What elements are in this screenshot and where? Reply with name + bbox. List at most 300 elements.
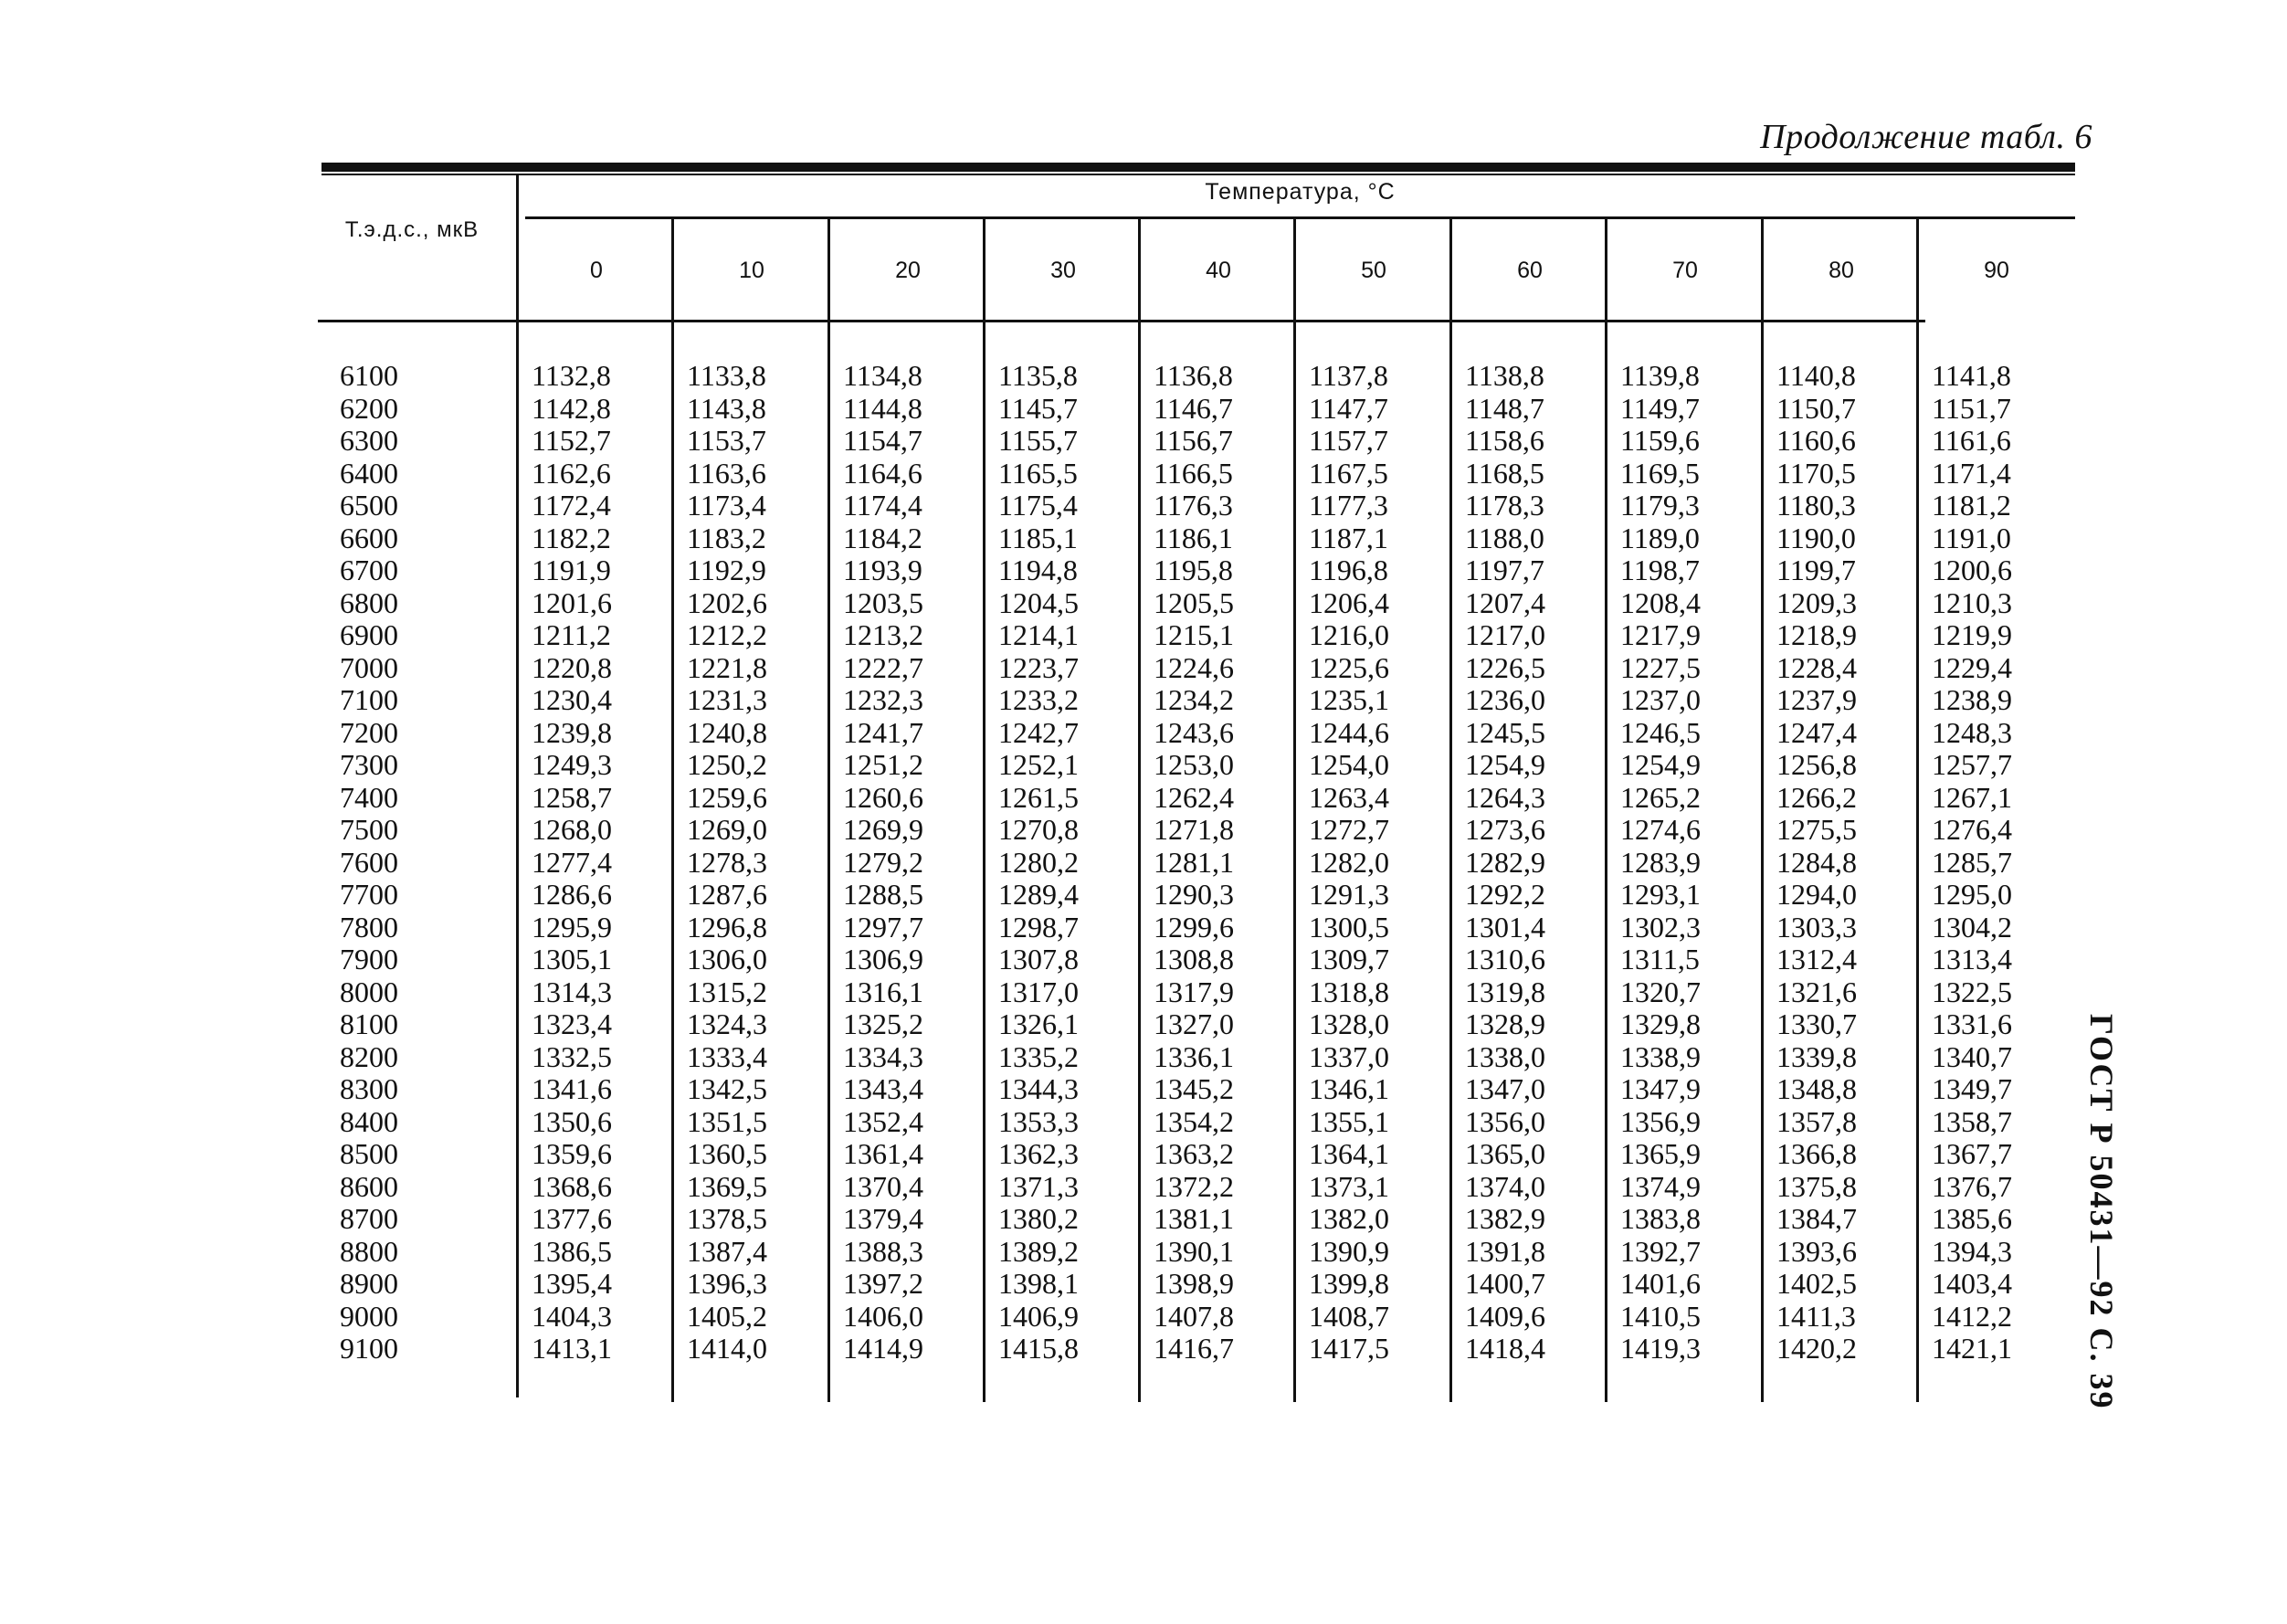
temperature-cell: 1415,8 bbox=[998, 1332, 1079, 1365]
temperature-cell: 1321,6 bbox=[1776, 975, 1857, 1008]
column-divider bbox=[1605, 219, 1607, 1402]
temperature-cell: 1152,7 bbox=[532, 424, 611, 457]
temperature-cell: 1406,0 bbox=[843, 1299, 923, 1333]
temperature-cell: 1338,9 bbox=[1620, 1039, 1701, 1073]
temperature-cell: 1350,6 bbox=[532, 1104, 612, 1138]
temperature-cell: 1246,5 bbox=[1620, 715, 1701, 749]
column-divider bbox=[983, 219, 985, 1402]
temperature-cell: 1298,7 bbox=[998, 910, 1079, 944]
temperature-cell: 1316,1 bbox=[843, 975, 923, 1008]
temperature-cell: 1343,4 bbox=[843, 1072, 923, 1105]
temperature-cell: 1163,6 bbox=[687, 456, 766, 490]
temperature-cell: 1414,0 bbox=[687, 1332, 767, 1365]
temperature-cell: 1421,1 bbox=[1932, 1332, 2012, 1365]
temperature-cell: 1230,4 bbox=[532, 683, 612, 716]
temperature-cell: 1188,0 bbox=[1465, 521, 1544, 554]
temperature-cell: 1324,3 bbox=[687, 1007, 767, 1040]
temperature-cell: 1275,5 bbox=[1776, 813, 1857, 846]
temperature-cell: 1237,9 bbox=[1776, 683, 1857, 716]
temperature-cell: 1247,4 bbox=[1776, 715, 1857, 749]
temperature-cell: 1387,4 bbox=[687, 1234, 767, 1268]
temperature-cell: 1263,4 bbox=[1309, 780, 1389, 814]
temperature-cell: 1382,0 bbox=[1309, 1202, 1389, 1235]
temperature-cell: 1149,7 bbox=[1620, 391, 1700, 425]
temperature-cell: 1390,1 bbox=[1154, 1234, 1234, 1268]
temperature-cell: 1393,6 bbox=[1776, 1234, 1857, 1268]
temperature-cell: 1251,2 bbox=[843, 748, 923, 781]
temperature-cell: 1409,6 bbox=[1465, 1299, 1545, 1333]
temperature-cell: 1150,7 bbox=[1776, 391, 1856, 425]
temperature-cell: 1344,3 bbox=[998, 1072, 1079, 1105]
temperature-cell: 1162,6 bbox=[532, 456, 611, 490]
temperature-cell: 1238,9 bbox=[1932, 683, 2012, 716]
temperature-cell: 1389,2 bbox=[998, 1234, 1079, 1268]
temperature-cell: 1355,1 bbox=[1309, 1104, 1389, 1138]
temperature-cell: 1337,0 bbox=[1309, 1039, 1389, 1073]
temperature-cell: 1404,3 bbox=[532, 1299, 612, 1333]
temperature-cell: 1254,9 bbox=[1465, 748, 1545, 781]
emf-column-header: Т.э.д.с., мкВ bbox=[344, 217, 480, 242]
temperature-cell: 1419,3 bbox=[1620, 1332, 1701, 1365]
temperature-cell: 1407,8 bbox=[1154, 1299, 1234, 1333]
emf-cell: 7100 bbox=[340, 683, 398, 716]
temperature-cell: 1269,0 bbox=[687, 813, 767, 846]
temperature-cell: 1212,2 bbox=[687, 618, 767, 651]
column-header: 80 bbox=[1829, 258, 1854, 283]
temperature-cell: 1264,3 bbox=[1465, 780, 1545, 814]
temperature-cell: 1330,7 bbox=[1776, 1007, 1857, 1040]
temperature-cell: 1261,5 bbox=[998, 780, 1079, 814]
temperature-cell: 1268,0 bbox=[532, 813, 612, 846]
temperature-cell: 1241,7 bbox=[843, 715, 923, 749]
temperature-cell: 1283,9 bbox=[1620, 845, 1701, 879]
temperature-cell: 1328,0 bbox=[1309, 1007, 1389, 1040]
temperature-cell: 1353,3 bbox=[998, 1104, 1079, 1138]
temperature-cell: 1309,7 bbox=[1309, 943, 1389, 975]
temperature-cell: 1215,1 bbox=[1154, 618, 1234, 651]
temperature-cell: 1286,6 bbox=[532, 878, 612, 911]
temperature-cell: 1231,3 bbox=[687, 683, 767, 716]
temperature-cell: 1265,2 bbox=[1620, 780, 1701, 814]
temperature-cell: 1191,0 bbox=[1932, 521, 2011, 554]
temperature-cell: 1395,4 bbox=[532, 1267, 612, 1300]
temperature-cell: 1296,8 bbox=[687, 910, 767, 944]
temperature-cell: 1192,9 bbox=[687, 554, 766, 586]
temperature-cell: 1322,5 bbox=[1932, 975, 2012, 1008]
temperature-cell: 1360,5 bbox=[687, 1137, 767, 1170]
temperature-cell: 1240,8 bbox=[687, 715, 767, 749]
emf-cell: 8900 bbox=[340, 1267, 398, 1300]
temperature-cell: 1197,7 bbox=[1465, 554, 1544, 586]
header-bottom-rule bbox=[318, 320, 1925, 322]
temperature-cell: 1133,8 bbox=[687, 359, 766, 392]
emf-cell: 8600 bbox=[340, 1169, 398, 1203]
temperature-cell: 1291,3 bbox=[1309, 878, 1389, 911]
temperature-cell: 1327,0 bbox=[1154, 1007, 1234, 1040]
temperature-cell: 1135,8 bbox=[998, 359, 1078, 392]
temperature-cell: 1302,3 bbox=[1620, 910, 1701, 944]
temperature-cell: 1391,8 bbox=[1465, 1234, 1545, 1268]
temperature-cell: 1156,7 bbox=[1154, 424, 1233, 457]
temperature-cell: 1392,7 bbox=[1620, 1234, 1701, 1268]
temperature-cell: 1312,4 bbox=[1776, 943, 1857, 975]
emf-cell: 7700 bbox=[340, 878, 398, 911]
temperature-cell: 1317,0 bbox=[998, 975, 1079, 1008]
temperature-cell: 1366,8 bbox=[1776, 1137, 1857, 1170]
temperature-cell: 1390,9 bbox=[1309, 1234, 1389, 1268]
emf-cell: 9000 bbox=[340, 1299, 398, 1333]
temperature-cell: 1334,3 bbox=[843, 1039, 923, 1073]
temperature-cell: 1354,2 bbox=[1154, 1104, 1234, 1138]
table-top-rule bbox=[321, 163, 2075, 172]
temperature-cell: 1373,1 bbox=[1309, 1169, 1389, 1203]
temperature-cell: 1307,8 bbox=[998, 943, 1079, 975]
temperature-cell: 1315,2 bbox=[687, 975, 767, 1008]
column-header: 0 bbox=[590, 258, 603, 283]
temperature-cell: 1382,9 bbox=[1465, 1202, 1545, 1235]
temperature-cell: 1372,2 bbox=[1154, 1169, 1234, 1203]
temperature-cell: 1357,8 bbox=[1776, 1104, 1857, 1138]
temperature-cell: 1211,2 bbox=[532, 618, 611, 651]
temperature-cell: 1270,8 bbox=[998, 813, 1079, 846]
temperature-cell: 1381,1 bbox=[1154, 1202, 1234, 1235]
temperature-cell: 1256,8 bbox=[1776, 748, 1857, 781]
temperature-cell: 1377,6 bbox=[532, 1202, 612, 1235]
temperature-cell: 1220,8 bbox=[532, 650, 612, 684]
temperature-cell: 1252,1 bbox=[998, 748, 1079, 781]
temperature-cell: 1277,4 bbox=[532, 845, 612, 879]
temperature-cell: 1155,7 bbox=[998, 424, 1078, 457]
temperature-cell: 1257,7 bbox=[1932, 748, 2012, 781]
temperature-cell: 1147,7 bbox=[1309, 391, 1388, 425]
temperature-cell: 1210,3 bbox=[1932, 585, 2012, 619]
temperature-cell: 1213,2 bbox=[843, 618, 923, 651]
emf-cell: 7200 bbox=[340, 715, 398, 749]
temperature-cell: 1398,9 bbox=[1154, 1267, 1234, 1300]
temperature-cell: 1186,1 bbox=[1154, 521, 1233, 554]
emf-cell: 8300 bbox=[340, 1072, 398, 1105]
temperature-cell: 1159,6 bbox=[1620, 424, 1700, 457]
temperature-cell: 1374,0 bbox=[1465, 1169, 1545, 1203]
temperature-cell: 1333,4 bbox=[687, 1039, 767, 1073]
temperature-cell: 1376,7 bbox=[1932, 1169, 2012, 1203]
temperature-cell: 1396,3 bbox=[687, 1267, 767, 1300]
temperature-cell: 1308,8 bbox=[1154, 943, 1234, 975]
temperature-cell: 1171,4 bbox=[1932, 456, 2011, 490]
temperature-cell: 1232,3 bbox=[843, 683, 923, 716]
temperature-cell: 1198,7 bbox=[1620, 554, 1700, 586]
temperature-cell: 1176,3 bbox=[1154, 489, 1233, 522]
temperature-cell: 1203,5 bbox=[843, 585, 923, 619]
temperature-cell: 1229,4 bbox=[1932, 650, 2012, 684]
temperature-cell: 1362,3 bbox=[998, 1137, 1079, 1170]
temperature-cell: 1172,4 bbox=[532, 489, 611, 522]
emf-cell: 7600 bbox=[340, 845, 398, 879]
temperature-cell: 1206,4 bbox=[1309, 585, 1389, 619]
temperature-cell: 1411,3 bbox=[1776, 1299, 1856, 1333]
temperature-cell: 1370,4 bbox=[843, 1169, 923, 1203]
temperature-cell: 1148,7 bbox=[1465, 391, 1544, 425]
temperature-cell: 1187,1 bbox=[1309, 521, 1388, 554]
temperature-cell: 1164,6 bbox=[843, 456, 922, 490]
emf-cell: 8100 bbox=[340, 1007, 398, 1040]
column-header: 30 bbox=[1050, 258, 1076, 283]
temperature-cell: 1168,5 bbox=[1465, 456, 1544, 490]
column-header: 10 bbox=[739, 258, 764, 283]
temperature-cell: 1235,1 bbox=[1309, 683, 1389, 716]
temperature-cell: 1273,6 bbox=[1465, 813, 1545, 846]
temperature-cell: 1195,8 bbox=[1154, 554, 1233, 586]
emf-cell: 6400 bbox=[340, 456, 398, 490]
temperature-cell: 1136,8 bbox=[1154, 359, 1233, 392]
temperature-cell: 1363,2 bbox=[1154, 1137, 1234, 1170]
temperature-cell: 1166,5 bbox=[1154, 456, 1233, 490]
temperature-cell: 1269,9 bbox=[843, 813, 923, 846]
temperature-cell: 1364,1 bbox=[1309, 1137, 1389, 1170]
temperature-cell: 1292,2 bbox=[1465, 878, 1545, 911]
emf-column-divider bbox=[516, 174, 519, 1397]
temperature-cell: 1237,0 bbox=[1620, 683, 1701, 716]
temperature-cell: 1303,3 bbox=[1776, 910, 1857, 944]
temperature-cell: 1384,7 bbox=[1776, 1202, 1857, 1235]
temperature-cell: 1326,1 bbox=[998, 1007, 1079, 1040]
table-top-subrule bbox=[321, 174, 2075, 175]
temperature-cell: 1274,6 bbox=[1620, 813, 1701, 846]
temperature-cell: 1374,9 bbox=[1620, 1169, 1701, 1203]
temperature-cell: 1349,7 bbox=[1932, 1072, 2012, 1105]
temperature-cell: 1311,5 bbox=[1620, 943, 1700, 975]
temperature-cell: 1289,4 bbox=[998, 878, 1079, 911]
column-header: 40 bbox=[1206, 258, 1231, 283]
temperature-cell: 1143,8 bbox=[687, 391, 766, 425]
emf-cell: 8200 bbox=[340, 1039, 398, 1073]
temperature-cell: 1410,5 bbox=[1620, 1299, 1701, 1333]
temperature-cell: 1228,4 bbox=[1776, 650, 1857, 684]
temperature-cell: 1219,9 bbox=[1932, 618, 2012, 651]
temperature-cell: 1335,2 bbox=[998, 1039, 1079, 1073]
temperature-cell: 1336,1 bbox=[1154, 1039, 1234, 1073]
temperature-cell: 1174,4 bbox=[843, 489, 922, 522]
temperature-cell: 1175,4 bbox=[998, 489, 1078, 522]
temperature-cell: 1325,2 bbox=[843, 1007, 923, 1040]
temperature-cell: 1239,8 bbox=[532, 715, 612, 749]
temperature-cell: 1293,1 bbox=[1620, 878, 1701, 911]
emf-cell: 6600 bbox=[340, 521, 398, 554]
temperature-cell: 1408,7 bbox=[1309, 1299, 1389, 1333]
emf-cell: 6200 bbox=[340, 391, 398, 425]
temperature-cell: 1132,8 bbox=[532, 359, 611, 392]
temperature-cell: 1217,9 bbox=[1620, 618, 1701, 651]
temperature-cell: 1169,5 bbox=[1620, 456, 1700, 490]
temperature-cell: 1190,0 bbox=[1776, 521, 1856, 554]
temperature-cell: 1181,2 bbox=[1932, 489, 2011, 522]
temperature-cell: 1301,4 bbox=[1465, 910, 1545, 944]
column-header: 90 bbox=[1984, 258, 2009, 283]
emf-cell: 9100 bbox=[340, 1332, 398, 1365]
emf-cell: 8700 bbox=[340, 1202, 398, 1235]
temperature-cell: 1221,8 bbox=[687, 650, 767, 684]
temperature-cell: 1242,7 bbox=[998, 715, 1079, 749]
temperature-cell: 1178,3 bbox=[1465, 489, 1544, 522]
temperature-cell: 1276,4 bbox=[1932, 813, 2012, 846]
temperature-cell: 1218,9 bbox=[1776, 618, 1857, 651]
temperature-cell: 1351,5 bbox=[687, 1104, 767, 1138]
temperature-cell: 1223,7 bbox=[998, 650, 1079, 684]
temperature-cell: 1189,0 bbox=[1620, 521, 1700, 554]
temperature-cell: 1417,5 bbox=[1309, 1332, 1389, 1365]
temperature-cell: 1345,2 bbox=[1154, 1072, 1234, 1105]
temperature-cell: 1183,2 bbox=[687, 521, 766, 554]
temperature-cell: 1340,7 bbox=[1932, 1039, 2012, 1073]
temperature-cell: 1402,5 bbox=[1776, 1267, 1857, 1300]
temperature-cell: 1249,3 bbox=[532, 748, 612, 781]
emf-cell: 7900 bbox=[340, 943, 398, 975]
temperature-cell: 1304,2 bbox=[1932, 910, 2012, 944]
temperature-cell: 1306,0 bbox=[687, 943, 767, 975]
temperature-cell: 1348,8 bbox=[1776, 1072, 1857, 1105]
temperature-cell: 1365,9 bbox=[1620, 1137, 1701, 1170]
temperature-cell: 1314,3 bbox=[532, 975, 612, 1008]
temperature-cell: 1305,1 bbox=[532, 943, 612, 975]
temperature-cell: 1233,2 bbox=[998, 683, 1079, 716]
standard-page-label: ГОСТ Р 50431—92 С. 39 bbox=[2083, 1014, 2120, 1410]
temperature-cell: 1146,7 bbox=[1154, 391, 1233, 425]
temperature-cell: 1288,5 bbox=[843, 878, 923, 911]
emf-cell: 7000 bbox=[340, 650, 398, 684]
temperature-cell: 1208,4 bbox=[1620, 585, 1701, 619]
temperature-cell: 1359,6 bbox=[532, 1137, 612, 1170]
temperature-cell: 1400,7 bbox=[1465, 1267, 1545, 1300]
temperature-cell: 1158,6 bbox=[1465, 424, 1544, 457]
column-divider bbox=[827, 219, 830, 1402]
column-header: 70 bbox=[1672, 258, 1698, 283]
temperature-cell: 1369,5 bbox=[687, 1169, 767, 1203]
temperature-cell: 1245,5 bbox=[1465, 715, 1545, 749]
temperature-cell: 1323,4 bbox=[532, 1007, 612, 1040]
temperature-cell: 1380,2 bbox=[998, 1202, 1079, 1235]
temperature-cell: 1224,6 bbox=[1154, 650, 1234, 684]
temperature-cell: 1153,7 bbox=[687, 424, 766, 457]
column-header: 60 bbox=[1517, 258, 1543, 283]
temperature-cell: 1243,6 bbox=[1154, 715, 1234, 749]
temperature-cell: 1282,9 bbox=[1465, 845, 1545, 879]
temperature-cell: 1258,7 bbox=[532, 780, 612, 814]
temperature-cell: 1346,1 bbox=[1309, 1072, 1389, 1105]
temperature-group-header: Температура, °С bbox=[1205, 179, 1396, 205]
temperature-cell: 1141,8 bbox=[1932, 359, 2011, 392]
emf-cell: 6900 bbox=[340, 618, 398, 651]
temperature-cell: 1259,6 bbox=[687, 780, 767, 814]
temperature-header-rule bbox=[525, 216, 2075, 219]
temperature-cell: 1139,8 bbox=[1620, 359, 1700, 392]
temperature-cell: 1385,6 bbox=[1932, 1202, 2012, 1235]
temperature-cell: 1196,8 bbox=[1309, 554, 1388, 586]
emf-cell: 7300 bbox=[340, 748, 398, 781]
temperature-cell: 1317,9 bbox=[1154, 975, 1234, 1008]
temperature-cell: 1185,1 bbox=[998, 521, 1078, 554]
temperature-cell: 1318,8 bbox=[1309, 975, 1389, 1008]
temperature-cell: 1253,0 bbox=[1154, 748, 1234, 781]
temperature-cell: 1134,8 bbox=[843, 359, 922, 392]
temperature-cell: 1388,3 bbox=[843, 1234, 923, 1268]
temperature-cell: 1154,7 bbox=[843, 424, 922, 457]
table-caption: Продолжение табл. 6 bbox=[1760, 118, 2092, 156]
temperature-cell: 1342,5 bbox=[687, 1072, 767, 1105]
temperature-cell: 1306,9 bbox=[843, 943, 923, 975]
temperature-cell: 1262,4 bbox=[1154, 780, 1234, 814]
column-divider bbox=[1449, 219, 1452, 1402]
temperature-cell: 1165,5 bbox=[998, 456, 1078, 490]
column-divider bbox=[1761, 219, 1764, 1402]
temperature-cell: 1271,8 bbox=[1154, 813, 1234, 846]
emf-cell: 8500 bbox=[340, 1137, 398, 1170]
emf-cell: 6100 bbox=[340, 359, 398, 392]
temperature-cell: 1226,5 bbox=[1465, 650, 1545, 684]
temperature-cell: 1295,0 bbox=[1932, 878, 2012, 911]
temperature-cell: 1329,8 bbox=[1620, 1007, 1701, 1040]
temperature-cell: 1294,0 bbox=[1776, 878, 1857, 911]
temperature-cell: 1160,6 bbox=[1776, 424, 1856, 457]
temperature-cell: 1177,3 bbox=[1309, 489, 1388, 522]
temperature-cell: 1244,6 bbox=[1309, 715, 1389, 749]
temperature-cell: 1401,6 bbox=[1620, 1267, 1701, 1300]
emf-cell: 6300 bbox=[340, 424, 398, 457]
temperature-cell: 1356,9 bbox=[1620, 1104, 1701, 1138]
temperature-cell: 1184,2 bbox=[843, 521, 922, 554]
temperature-cell: 1331,6 bbox=[1932, 1007, 2012, 1040]
temperature-cell: 1199,7 bbox=[1776, 554, 1856, 586]
temperature-cell: 1386,5 bbox=[532, 1234, 612, 1268]
temperature-cell: 1279,2 bbox=[843, 845, 923, 879]
temperature-cell: 1157,7 bbox=[1309, 424, 1388, 457]
temperature-cell: 1227,5 bbox=[1620, 650, 1701, 684]
temperature-cell: 1378,5 bbox=[687, 1202, 767, 1235]
temperature-cell: 1383,8 bbox=[1620, 1202, 1701, 1235]
column-header: 20 bbox=[895, 258, 921, 283]
temperature-cell: 1236,0 bbox=[1465, 683, 1545, 716]
temperature-cell: 1297,7 bbox=[843, 910, 923, 944]
temperature-cell: 1248,3 bbox=[1932, 715, 2012, 749]
temperature-cell: 1201,6 bbox=[532, 585, 612, 619]
temperature-cell: 1260,6 bbox=[843, 780, 923, 814]
temperature-cell: 1179,3 bbox=[1620, 489, 1700, 522]
temperature-cell: 1225,6 bbox=[1309, 650, 1389, 684]
temperature-cell: 1361,4 bbox=[843, 1137, 923, 1170]
temperature-cell: 1144,8 bbox=[843, 391, 922, 425]
temperature-cell: 1332,5 bbox=[532, 1039, 612, 1073]
emf-cell: 6500 bbox=[340, 489, 398, 522]
column-header: 50 bbox=[1361, 258, 1386, 283]
temperature-cell: 1352,4 bbox=[843, 1104, 923, 1138]
temperature-cell: 1367,7 bbox=[1932, 1137, 2012, 1170]
temperature-cell: 1358,7 bbox=[1932, 1104, 2012, 1138]
temperature-cell: 1285,7 bbox=[1932, 845, 2012, 879]
temperature-cell: 1416,7 bbox=[1154, 1332, 1234, 1365]
temperature-cell: 1170,5 bbox=[1776, 456, 1856, 490]
temperature-cell: 1418,4 bbox=[1465, 1332, 1545, 1365]
temperature-cell: 1193,9 bbox=[843, 554, 922, 586]
temperature-cell: 1379,4 bbox=[843, 1202, 923, 1235]
temperature-cell: 1214,1 bbox=[998, 618, 1079, 651]
temperature-cell: 1191,9 bbox=[532, 554, 611, 586]
temperature-cell: 1207,4 bbox=[1465, 585, 1545, 619]
emf-cell: 7400 bbox=[340, 780, 398, 814]
temperature-cell: 1413,1 bbox=[532, 1332, 612, 1365]
temperature-cell: 1167,5 bbox=[1309, 456, 1388, 490]
temperature-cell: 1397,2 bbox=[843, 1267, 923, 1300]
temperature-cell: 1398,1 bbox=[998, 1267, 1079, 1300]
temperature-cell: 1299,6 bbox=[1154, 910, 1234, 944]
